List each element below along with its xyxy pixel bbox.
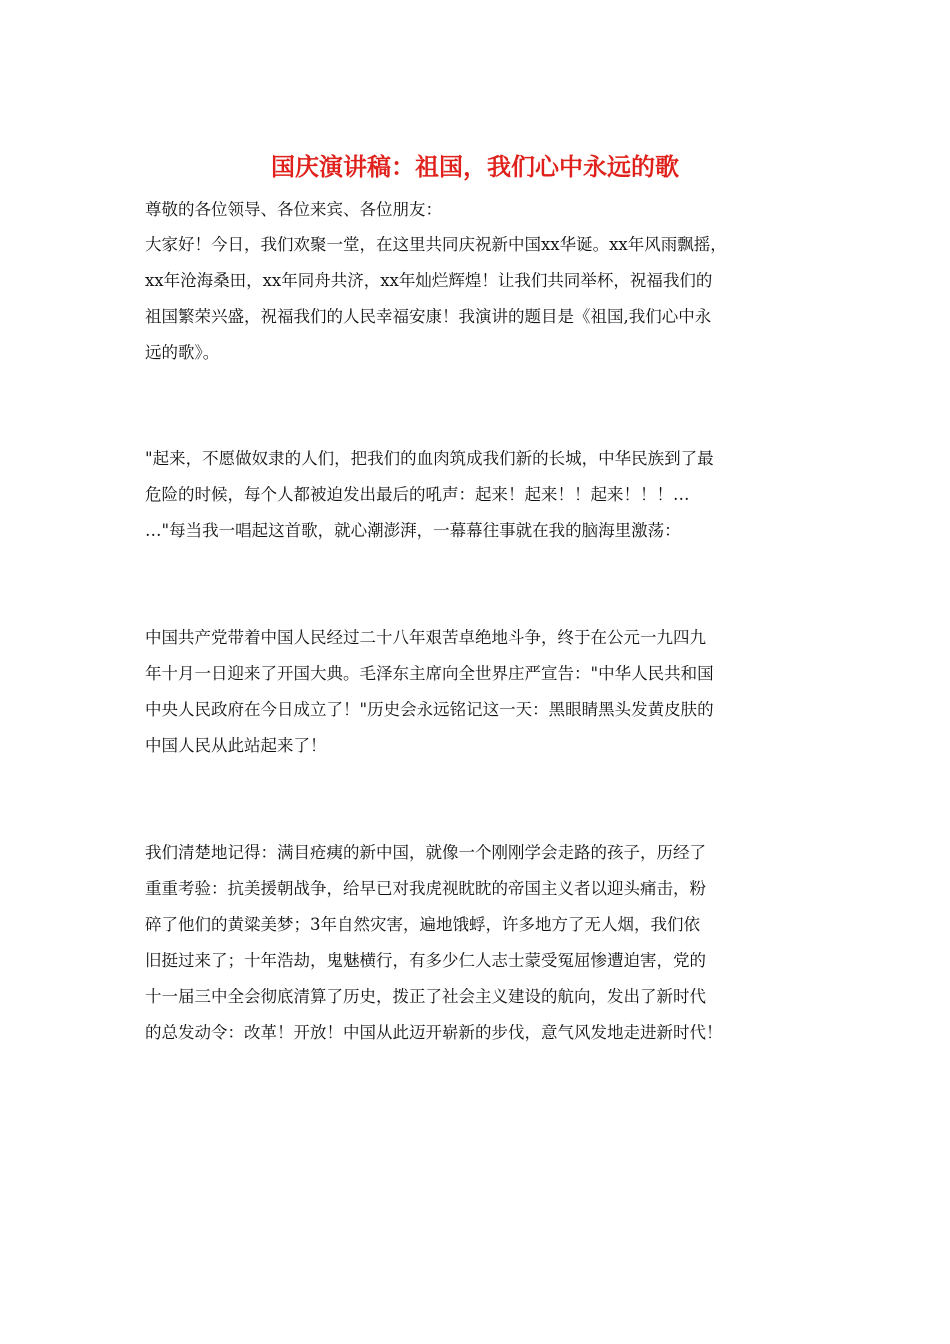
text-line: 大家好！今日，我们欢聚一堂，在这里共同庆祝新中国xx华诞。xx年风雨飘摇， <box>145 235 727 254</box>
text-line: xx年沧海桑田，xx年同舟共济，xx年灿烂辉煌！让我们共同举杯，祝福我们的 <box>145 271 713 290</box>
text-line: "起来，不愿做奴隶的人们，把我们的血肉筑成我们新的长城，中华民族到了最 <box>145 449 714 468</box>
text-line: 的总发动令：改革！开放！中国从此迈开崭新的步伐，意气风发地走进新时代！ <box>145 1023 723 1042</box>
text-line: 祖国繁荣兴盛，祝福我们的人民幸福安康！我演讲的题目是《祖国,我们心中永 <box>145 307 712 326</box>
text-line: 我们清楚地记得：满目疮痍的新中国，就像一个刚刚学会走路的孩子，历经了 <box>145 843 706 862</box>
text-line: 重重考验：抗美援朝战争，给早已对我虎视眈眈的帝国主义者以迎头痛击，粉 <box>145 879 706 898</box>
text-line: 碎了他们的黄粱美梦；3年自然灾害，遍地饿蜉，许多地方了无人烟，我们依 <box>145 915 700 934</box>
text-line: 远的歌》。 <box>145 343 220 362</box>
text-line: 中国人民从此站起来了！ <box>145 736 327 755</box>
text-line: 危险的时候，每个人都被迫发出最后的吼声：起来！起来！！起来！！！… <box>145 485 690 504</box>
text-line: 中国共产党带着中国人民经过二十八年艰苦卓绝地斗争，终于在公元一九四九 <box>145 628 706 647</box>
text-line: 十一届三中全会彻底清算了历史，拨正了社会主义建设的航向，发出了新时代 <box>145 987 706 1006</box>
text-line: 中央人民政府在今日成立了！"历史会永远铭记这一天：黑眼睛黑头发黄皮肤的 <box>145 700 714 719</box>
greeting-line: 尊敬的各位领导、各位来宾、各位朋友： <box>145 200 442 219</box>
text-line: 旧挺过来了；十年浩劫，鬼魅横行，有多少仁人志士蒙受冤屈惨遭迫害，党的 <box>145 951 706 970</box>
document-title: 国庆演讲稿：祖国，我们心中永远的歌 <box>271 153 679 181</box>
text-line: …"每当我一唱起这首歌，就心潮澎湃，一幕幕往事就在我的脑海里激荡： <box>145 521 681 540</box>
text-line: 年十月一日迎来了开国大典。毛泽东主席向全世界庄严宣告："中华人民共和国 <box>145 664 714 683</box>
